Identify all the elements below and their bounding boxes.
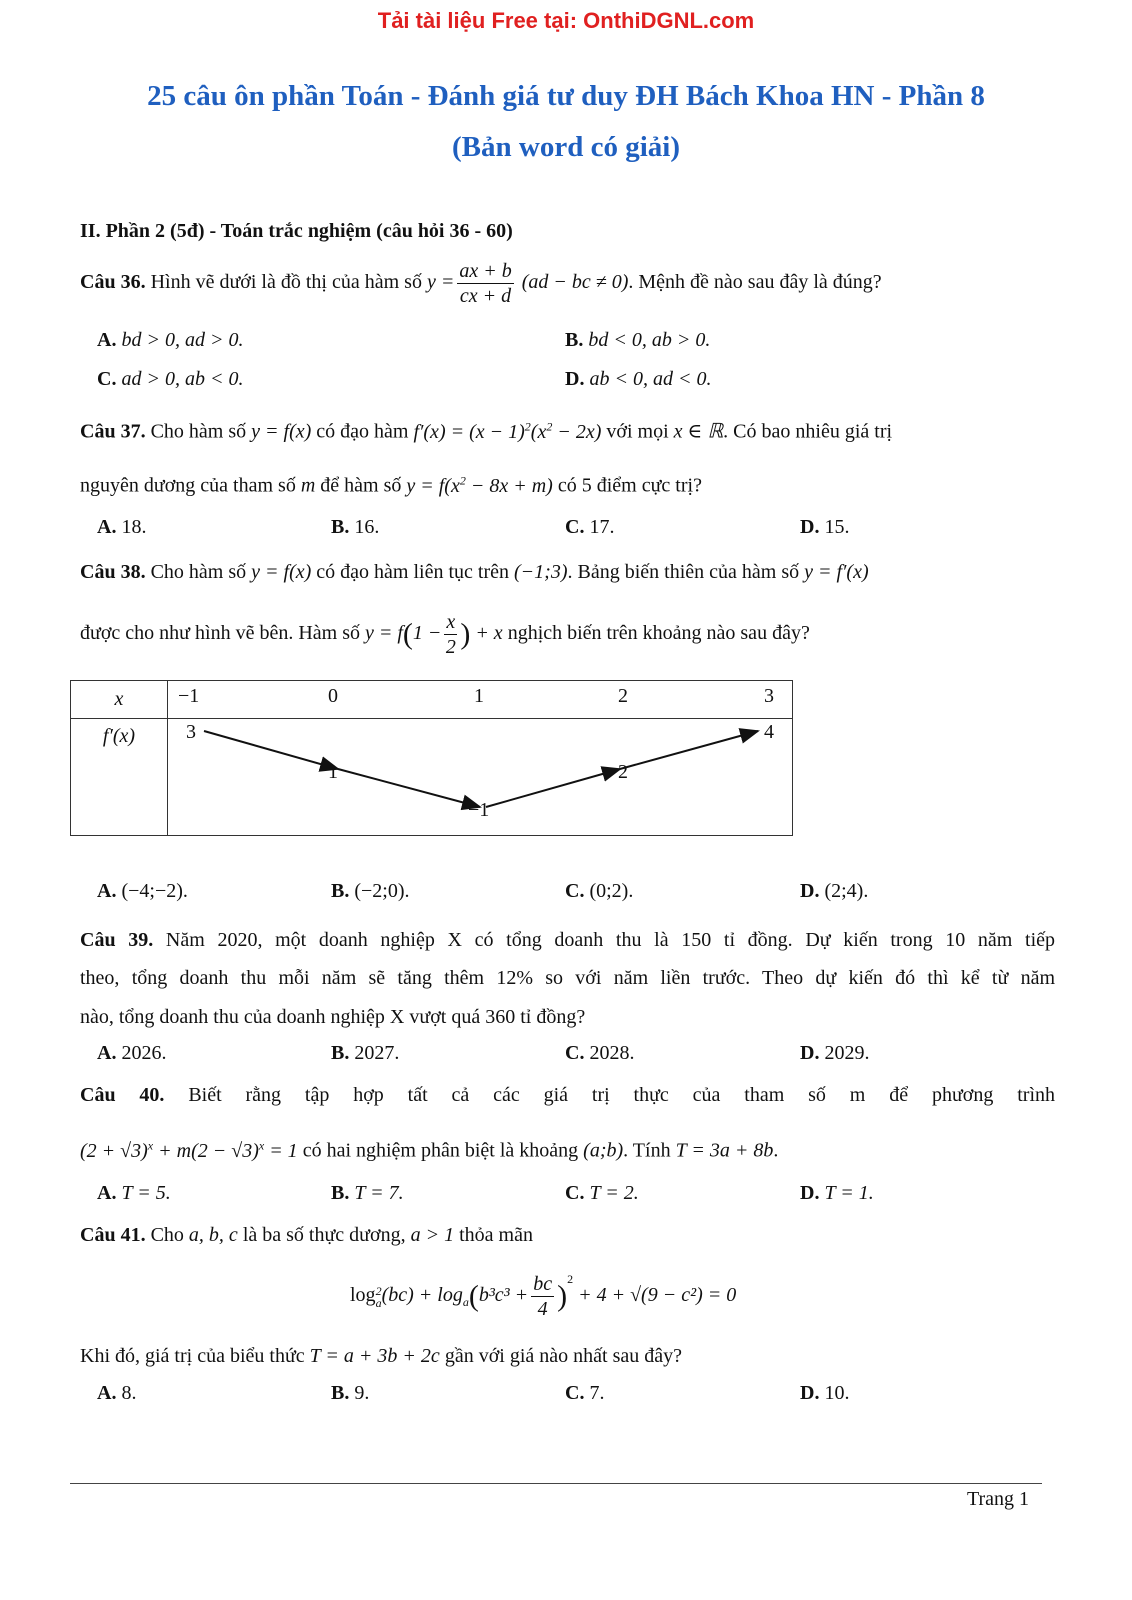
increasing-arrow-1 <box>486 769 620 807</box>
question-37-line-2 <box>80 467 1055 499</box>
x-value: 2 <box>618 685 628 707</box>
option-a[interactable] <box>97 516 146 539</box>
option-c[interactable] <box>565 1182 639 1205</box>
option-text: 9. <box>354 1382 370 1404</box>
question-40-line-1 <box>80 1082 1055 1108</box>
table-row-label <box>71 719 168 836</box>
option-d[interactable] <box>800 1382 849 1405</box>
option-a[interactable] <box>97 329 243 352</box>
question-text: Cho <box>150 1224 184 1246</box>
x-value: −1 <box>178 685 200 707</box>
fraction-numerator: bc <box>533 1273 553 1295</box>
left-paren: ( <box>468 1279 479 1313</box>
log-power: 2 <box>375 1283 382 1298</box>
download-banner[interactable]: Tải tài liệu Free tại: OnthiDGNL.com <box>377 8 755 33</box>
left-paren: ( <box>402 617 413 651</box>
option-letter: D. <box>800 1042 820 1064</box>
function-part: − 8x + m) <box>465 474 553 497</box>
question-text: Hình vẽ dưới là đồ thị của hàm số <box>150 271 422 294</box>
option-text: 8. <box>121 1382 137 1404</box>
option-d[interactable] <box>800 516 849 539</box>
question-label: Câu 41. <box>80 1224 146 1246</box>
x-value: 3 <box>764 685 774 707</box>
option-letter: B. <box>331 880 350 902</box>
equation-display <box>350 1272 736 1321</box>
question-38-line-2 <box>80 610 1055 659</box>
option-text: 7. <box>589 1382 605 1404</box>
log-function: log <box>350 1284 376 1307</box>
option-c[interactable] <box>565 880 633 903</box>
x-value: 0 <box>328 685 338 707</box>
option-text: 10. <box>824 1382 850 1404</box>
option-c[interactable] <box>565 1042 634 1065</box>
question-text: nghịch biến trên khoảng nào sau đây? <box>507 622 810 645</box>
question-text: có đạo hàm <box>316 420 409 443</box>
question-text: nào, tổng doanh thu của doanh nghiệp X vượt quá 360 tỉ đồng? <box>80 1006 586 1028</box>
option-letter: D. <box>800 516 820 538</box>
fraction <box>457 259 513 308</box>
equation-part: b³c³ + <box>478 1284 529 1307</box>
option-letter: C. <box>565 1382 585 1404</box>
page-title: 25 câu ôn phần Toán - Đánh giá tư duy ĐH Bách Khoa HN - Phần 8 <box>147 80 985 112</box>
option-text: 18. <box>121 516 147 538</box>
question-text: có 5 điểm cực trị? <box>557 474 702 497</box>
option-text: 15. <box>824 516 850 538</box>
option-text: T = 5. <box>121 1182 171 1204</box>
function: y = f(x) <box>251 561 312 583</box>
option-b[interactable] <box>331 516 379 539</box>
option-a[interactable] <box>97 1382 136 1405</box>
exponent: 2 <box>459 473 466 487</box>
option-text: 2026. <box>121 1042 167 1064</box>
f-value: 3 <box>186 721 196 743</box>
option-text: ad > 0, ab < 0. <box>121 368 244 390</box>
option-letter: D. <box>800 880 820 902</box>
derivative-part: f′(x) = (x − 1) <box>413 420 525 443</box>
option-text: (−2;0). <box>354 880 410 902</box>
question-40-line-2 <box>80 1132 1055 1164</box>
fraction <box>444 610 457 659</box>
option-text: bd > 0, ad > 0. <box>121 329 244 351</box>
interval: (−1;3) <box>514 561 568 583</box>
decreasing-arrow-1 <box>204 731 338 769</box>
option-text: (2;4). <box>824 880 869 902</box>
question-text: với mọi <box>606 420 669 443</box>
derivative-part: (x <box>530 420 547 443</box>
option-d[interactable] <box>800 1042 869 1065</box>
section-heading: II. Phần 2 (5đ) - Toán trắc nghiệm (câu hỏi 36 - 60) <box>80 220 513 242</box>
page-number: Trang 1 <box>966 1488 1029 1510</box>
f-value: 1 <box>328 761 338 783</box>
option-letter: B. <box>331 1382 350 1404</box>
option-b[interactable] <box>331 1382 369 1405</box>
domain-set: x ∈ ℝ <box>673 420 724 443</box>
equation <box>80 1140 298 1162</box>
option-letter: A. <box>97 516 117 538</box>
increasing-arrow-2 <box>620 731 758 769</box>
fraction-denominator: 4 <box>537 1298 548 1320</box>
option-text: (−4;−2). <box>121 880 188 902</box>
target-expression: T = a + 3b + 2c <box>309 1345 440 1367</box>
option-letter: A. <box>97 1382 117 1404</box>
option-letter: B. <box>565 329 584 351</box>
log-base: a <box>375 1295 382 1310</box>
footer-divider <box>70 1483 1042 1484</box>
option-b[interactable] <box>331 880 410 903</box>
question-text: được cho như hình vẽ bên. Hàm số <box>80 622 360 645</box>
question-text: . Tính <box>623 1139 671 1162</box>
question-text: gần với giá nào nhất sau đây? <box>444 1345 682 1367</box>
function-part: y = f(x <box>406 474 460 497</box>
question-text: Cho hàm số <box>150 420 247 443</box>
function: y = f(x) <box>251 420 312 443</box>
option-letter: B. <box>331 516 350 538</box>
variation-table <box>70 680 793 836</box>
question-41-line-1 <box>80 1222 1055 1248</box>
option-letter: C. <box>565 880 585 902</box>
option-letter: B. <box>331 1182 350 1204</box>
option-d[interactable] <box>800 1182 874 1205</box>
option-text: T = 1. <box>824 1182 874 1204</box>
option-text: T = 2. <box>589 1182 639 1204</box>
option-text: 16. <box>354 516 380 538</box>
question-text: để hàm số <box>320 474 402 497</box>
option-letter: D. <box>800 1182 820 1204</box>
question-label: Câu 37. <box>80 420 146 443</box>
fraction-denominator: cx + d <box>459 285 512 307</box>
function-arg: 1 − <box>412 622 442 645</box>
question-text: . Bảng biến thiên của hàm số <box>567 561 800 583</box>
question-text: Năm 2020, một doanh nghiệp X có tổng doanh thu là 150 tỉ đồng. Dự kiến trong 10 năm tiếp <box>165 929 1056 951</box>
f-value: 4 <box>764 721 774 743</box>
question-text-end: . Mệnh đề nào sau đây là đúng? <box>628 271 882 294</box>
function-lhs: y = f <box>364 622 403 645</box>
derivative-part: − 2x) <box>552 420 602 443</box>
option-a[interactable] <box>97 1182 171 1205</box>
option-text: 17. <box>589 516 615 538</box>
option-b[interactable] <box>565 329 710 352</box>
derivative-expression <box>413 421 601 443</box>
question-text: Biết rằng tập hợp tất cả các giá trị thực của tham số m để phương trình <box>188 1084 1056 1106</box>
composite-function <box>406 475 552 497</box>
question-text: là ba số thực dương, <box>242 1224 406 1246</box>
exponent: 2 <box>524 419 531 433</box>
option-d[interactable] <box>565 368 711 391</box>
question-39-line-3 <box>80 1004 1055 1030</box>
option-text: (0;2). <box>589 880 634 902</box>
question-39-line-2 <box>80 965 1055 991</box>
exponent: 2 <box>546 419 553 433</box>
function-lhs: y = <box>426 271 455 294</box>
option-text: ab < 0, ad < 0. <box>589 368 712 390</box>
log-base: a <box>462 1295 469 1310</box>
question-text: có đạo hàm liên tục trên <box>316 561 509 583</box>
option-text: bd < 0, ab > 0. <box>588 329 711 351</box>
variables: a, b, c <box>188 1224 238 1246</box>
option-c[interactable] <box>97 368 243 391</box>
fraction-numerator: ax + b <box>459 260 512 282</box>
interval: (a;b) <box>583 1139 624 1162</box>
option-letter: C. <box>565 516 585 538</box>
question-text: Khi đó, giá trị của biểu thức <box>80 1345 305 1367</box>
x-values-cell <box>168 681 793 719</box>
question-text: Cho hàm số <box>150 561 247 583</box>
question-text: nguyên dương của tham số <box>80 474 296 497</box>
option-a[interactable] <box>97 880 188 903</box>
option-letter: C. <box>97 368 117 390</box>
derivative-function: y = f′(x) <box>804 561 869 583</box>
option-letter: D. <box>800 1382 820 1404</box>
option-letter: A. <box>97 880 117 902</box>
page-subtitle: (Bản word có giải) <box>452 131 680 163</box>
right-paren: ) <box>460 617 471 651</box>
question-text-end: . <box>773 1139 779 1162</box>
question-label: Câu 38. <box>80 561 146 583</box>
condition: a > 1 <box>410 1224 455 1246</box>
variation-cell <box>168 719 793 836</box>
option-letter: D. <box>565 368 585 390</box>
question-41-line-2 <box>80 1343 1055 1369</box>
exponent: x <box>258 1138 265 1152</box>
option-text: 2029. <box>824 1042 870 1064</box>
decreasing-arrow-2 <box>338 769 480 807</box>
question-38-line-1 <box>80 559 1055 585</box>
option-c[interactable] <box>565 1382 604 1405</box>
option-text: T = 7. <box>354 1182 404 1204</box>
option-letter: A. <box>97 329 117 351</box>
question-label: Câu 40. <box>80 1084 165 1106</box>
fraction-denominator: 2 <box>445 636 456 658</box>
x-label: x <box>114 688 124 710</box>
question-text: . Có bao nhiêu giá trị <box>723 420 893 443</box>
option-letter: C. <box>565 1182 585 1204</box>
option-text: 2027. <box>354 1042 400 1064</box>
equation-part: (2 + √3) <box>80 1139 148 1162</box>
function-tail: + x <box>475 622 503 645</box>
option-letter: B. <box>331 1042 350 1064</box>
question-text: thỏa mãn <box>459 1224 533 1246</box>
option-letter: A. <box>97 1042 117 1064</box>
option-a[interactable] <box>97 1042 166 1065</box>
option-c[interactable] <box>565 516 614 539</box>
question-label: Câu 39. <box>80 929 154 951</box>
table-row-label <box>71 681 168 719</box>
f-value: −1 <box>468 799 490 821</box>
question-36 <box>80 259 1055 308</box>
question-text: có hai nghiệm phân biệt là khoảng <box>302 1139 579 1162</box>
question-39-line-1 <box>80 927 1055 953</box>
parameter: m <box>300 474 316 497</box>
fraction <box>531 1272 554 1321</box>
option-b[interactable] <box>331 1182 404 1205</box>
equation-part: (bc) + log <box>381 1284 463 1307</box>
equation-part: + m(2 − √3) <box>153 1139 259 1162</box>
question-37-line-1 <box>80 413 1055 445</box>
question-text: theo, tổng doanh thu mỗi năm sẽ tăng thêm 12% so với năm liền trước. Theo dự kiến đó thì kể từ năm <box>80 967 1055 989</box>
equation-part: = 1 <box>264 1139 298 1162</box>
target-expression: T = 3a + 8b <box>675 1139 774 1162</box>
option-d[interactable] <box>800 880 868 903</box>
condition: (ad − bc ≠ 0) <box>521 271 629 294</box>
f-prime-label: f′(x) <box>102 725 136 747</box>
question-label: Câu 36. <box>80 271 146 294</box>
option-b[interactable] <box>331 1042 399 1065</box>
exponent: x <box>147 1138 154 1152</box>
f-value: 2 <box>618 761 628 783</box>
equation-part: + 4 + √(9 − c²) = 0 <box>578 1284 737 1307</box>
option-letter: A. <box>97 1182 117 1204</box>
fraction-numerator: x <box>446 611 456 633</box>
exponent: 2 <box>567 1272 574 1287</box>
right-paren: ) <box>557 1279 568 1313</box>
option-text: 2028. <box>589 1042 635 1064</box>
x-value: 1 <box>474 685 484 707</box>
option-letter: C. <box>565 1042 585 1064</box>
